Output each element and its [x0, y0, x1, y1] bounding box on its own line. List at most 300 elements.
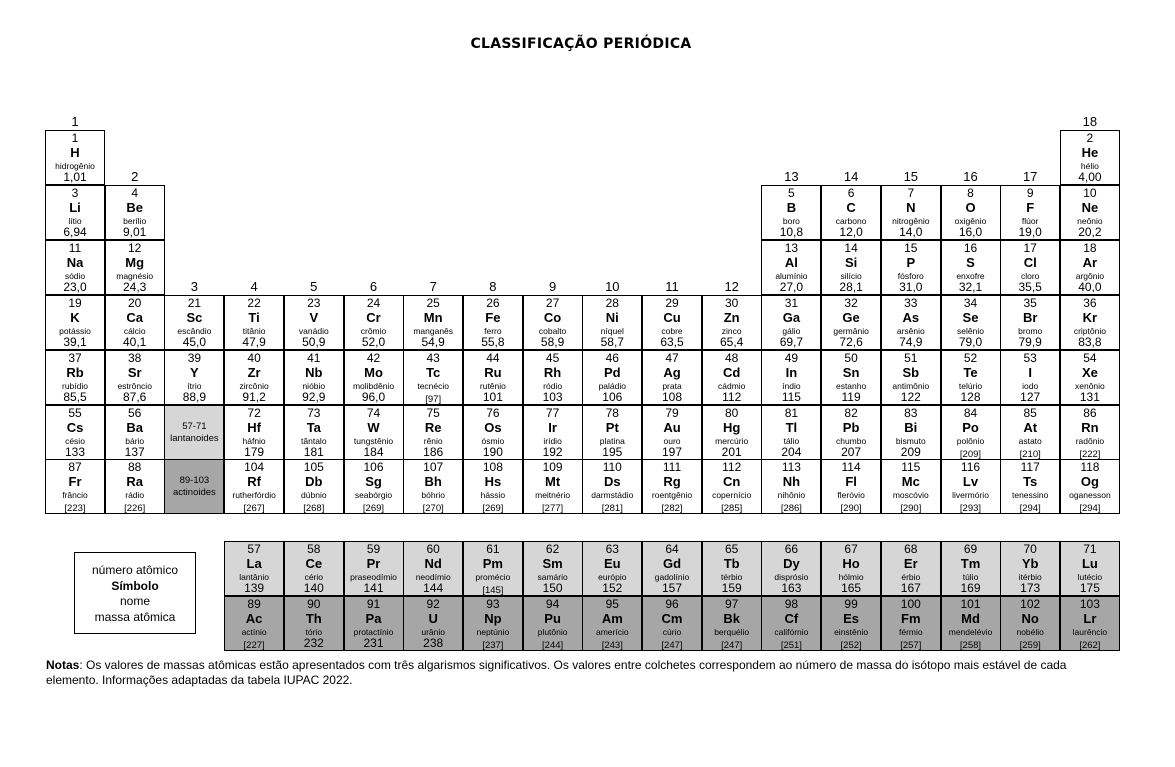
- element-k: [45, 295, 105, 350]
- atomic-number: 111: [662, 460, 682, 475]
- atomic-mass: 23,0: [63, 279, 87, 294]
- atomic-mass: 58,9: [540, 334, 565, 349]
- atomic-number: 7: [907, 185, 915, 200]
- element-ni: [582, 295, 642, 350]
- symbol: Ir: [548, 419, 557, 435]
- element-name: índio: [782, 380, 801, 391]
- symbol: Bh: [424, 474, 442, 490]
- atomic-mass: 65,4: [720, 334, 744, 349]
- atomic-number: 54: [1083, 350, 1097, 365]
- element-name: califórnio: [774, 626, 809, 637]
- atomic-mass: 55,8: [481, 334, 505, 349]
- atomic-mass: 72,6: [839, 334, 863, 349]
- element-cd: [702, 350, 762, 405]
- atomic-number: 49: [784, 350, 799, 365]
- atomic-number: 68: [904, 542, 918, 556]
- element-sc: [164, 295, 224, 350]
- atomic-number: 65: [725, 542, 739, 556]
- symbol: In: [785, 364, 798, 380]
- atomic-mass: 190: [482, 444, 503, 459]
- symbol: Cr: [366, 309, 381, 325]
- atomic-number: 84: [963, 405, 978, 420]
- element-name: molibdênio: [352, 380, 395, 391]
- element-ac: [224, 596, 284, 651]
- element-name: európio: [598, 572, 627, 582]
- symbol: Mc: [901, 474, 920, 490]
- group-label-14: 14: [843, 168, 859, 184]
- element-w: [344, 405, 404, 460]
- symbol: Sc: [186, 309, 203, 325]
- symbol: P: [906, 254, 916, 270]
- element-name: fósforo: [897, 270, 924, 281]
- group-label-17: 17: [1022, 168, 1038, 184]
- atomic-mass: 192: [542, 444, 563, 459]
- atomic-number: 72: [247, 405, 261, 420]
- group-label-13: 13: [784, 168, 799, 184]
- symbol: As: [902, 309, 920, 325]
- symbol: I: [1028, 364, 1032, 380]
- atomic-mass: 91,2: [242, 389, 266, 404]
- element-bh: [403, 459, 463, 514]
- element-nd: [403, 541, 463, 596]
- symbol: Ba: [126, 419, 143, 435]
- atomic-mass: [293]: [959, 503, 982, 515]
- atomic-number: 37: [68, 350, 82, 365]
- symbol: Pd: [603, 364, 621, 380]
- element-name: ródio: [543, 380, 563, 391]
- element-sb: [881, 350, 941, 405]
- element-name: criptônio: [1073, 325, 1106, 336]
- atomic-number: 40: [247, 350, 261, 365]
- atomic-mass: [286]: [780, 503, 802, 515]
- atomic-number: 85: [1023, 405, 1037, 420]
- placeholder-range: 89-103: [179, 475, 210, 487]
- element-hs: [463, 459, 523, 514]
- element-f: [1000, 185, 1060, 240]
- atomic-mass: 232: [303, 635, 324, 650]
- element-name: itérbio: [1018, 572, 1042, 582]
- element-name: meitnério: [535, 490, 571, 501]
- atomic-mass: [223]: [64, 503, 86, 515]
- symbol: Ca: [126, 309, 143, 325]
- symbol: Y: [190, 364, 199, 380]
- atomic-mass: 131: [1079, 389, 1100, 404]
- symbol: Os: [484, 419, 502, 435]
- symbol: Sg: [365, 474, 382, 490]
- element-name: manganês: [413, 325, 454, 336]
- atomic-number: 92: [426, 596, 440, 611]
- atomic-mass: 119: [841, 389, 861, 404]
- element-name: antimônio: [892, 380, 930, 391]
- element-name: césio: [65, 435, 85, 446]
- element-name: hólmio: [838, 572, 864, 582]
- element-name: livermório: [952, 490, 989, 501]
- element-name: polônio: [956, 435, 985, 446]
- atomic-mass: 159: [721, 581, 742, 595]
- atomic-number: 51: [904, 350, 918, 365]
- element-fl: [821, 459, 881, 514]
- element-name: carbono: [835, 215, 867, 226]
- element-cr: [344, 295, 404, 350]
- atomic-mass: 139: [244, 581, 265, 595]
- atomic-mass: 9,01: [123, 224, 147, 239]
- group-label-8: 8: [489, 278, 497, 294]
- symbol: Zr: [247, 364, 261, 380]
- symbol: Se: [962, 309, 979, 325]
- symbol: Tl: [785, 419, 798, 435]
- symbol: Ac: [245, 610, 263, 626]
- atomic-mass: 4,00: [1078, 170, 1102, 184]
- atomic-mass: 1,01: [63, 170, 87, 184]
- symbol: Na: [66, 254, 84, 270]
- atomic-mass: [258]: [959, 639, 982, 651]
- element-rf: [224, 459, 284, 514]
- atomic-mass: 27,0: [779, 279, 804, 294]
- symbol: Tm: [960, 556, 981, 571]
- atomic-mass: 209: [900, 444, 921, 459]
- atomic-number: 3: [71, 185, 79, 200]
- symbol: Pt: [605, 419, 619, 435]
- atomic-number: 90: [307, 596, 321, 611]
- element-os: [463, 405, 523, 460]
- atomic-number: 27: [545, 295, 560, 310]
- symbol: Xe: [1081, 364, 1098, 380]
- atomic-number: 79: [665, 405, 679, 420]
- element-mo: [344, 350, 404, 405]
- symbol: Pa: [365, 610, 382, 626]
- atomic-mass: [269]: [362, 503, 385, 515]
- atomic-number: 118: [1080, 460, 1100, 475]
- element-name: zircônio: [239, 380, 269, 391]
- element-name: rubídio: [62, 380, 88, 391]
- element-name: samário: [537, 572, 568, 582]
- symbol: Sr: [127, 364, 142, 380]
- element-pd: [582, 350, 642, 405]
- element-nb: [284, 350, 344, 405]
- element-name: tenessino: [1011, 490, 1049, 501]
- element-ca: [105, 295, 165, 350]
- element-pa: [344, 596, 404, 651]
- group-label-7: 7: [429, 278, 437, 294]
- element-name: vanádio: [298, 325, 329, 336]
- element-zr: [224, 350, 284, 405]
- atomic-mass: [227]: [243, 639, 265, 651]
- atomic-number: 8: [967, 185, 974, 200]
- atomic-number: 98: [784, 596, 799, 611]
- atomic-number: 99: [844, 596, 858, 611]
- atomic-number: 32: [844, 295, 858, 310]
- symbol: Bk: [723, 610, 740, 626]
- symbol: Ts: [1023, 474, 1038, 490]
- atomic-number: 44: [486, 350, 500, 365]
- atomic-mass: [259]: [1019, 639, 1041, 651]
- element-name: plutônio: [537, 626, 568, 637]
- atomic-number: 80: [725, 405, 739, 420]
- atomic-number: 75: [426, 405, 440, 420]
- atomic-number: 69: [963, 542, 978, 556]
- atomic-number: 93: [486, 596, 500, 611]
- element-name: disprósio: [774, 572, 809, 582]
- symbol: S: [966, 254, 975, 270]
- atomic-number: 19: [68, 295, 82, 310]
- element-name: níquel: [600, 325, 624, 336]
- element-name: bromo: [1018, 325, 1043, 336]
- atomic-number: 77: [545, 405, 560, 420]
- element-name: frâncio: [62, 490, 88, 501]
- atomic-number: 39: [187, 350, 202, 365]
- atomic-number: 41: [307, 350, 321, 365]
- symbol: Si: [844, 254, 858, 270]
- element-name: escândio: [177, 325, 212, 336]
- element-name: tecnécio: [417, 380, 450, 391]
- element-name: gadolínio: [654, 572, 690, 582]
- element-es: [821, 596, 881, 651]
- atomic-mass: [252]: [840, 639, 862, 651]
- atomic-number: 34: [963, 295, 978, 310]
- element-db: [284, 459, 344, 514]
- element-tl: [761, 405, 821, 460]
- element-name: rutênio: [479, 380, 506, 391]
- atomic-number: 101: [960, 596, 981, 611]
- element-name: tório: [305, 626, 323, 637]
- element-dy: [761, 541, 821, 596]
- element-name: zinco: [721, 325, 742, 336]
- element-name: prata: [662, 380, 682, 391]
- symbol: W: [367, 419, 380, 435]
- atomic-mass: [290]: [840, 503, 862, 515]
- atomic-mass: [209]: [959, 448, 982, 460]
- actinoids-placeholder: [164, 459, 224, 514]
- element-n: [881, 185, 941, 240]
- symbol: Og: [1080, 474, 1099, 490]
- atomic-mass: [269]: [482, 503, 504, 515]
- element-name: cobre: [661, 325, 683, 336]
- element-tc: [403, 350, 463, 405]
- symbol: Li: [69, 199, 81, 215]
- atomic-mass: 79,0: [958, 334, 983, 349]
- element-mn: [403, 295, 463, 350]
- element-br: [1000, 295, 1060, 350]
- symbol: Cd: [723, 364, 741, 380]
- element-name: rádio: [125, 490, 145, 501]
- element-name: roentgênio: [651, 490, 693, 501]
- atomic-mass: 128: [960, 389, 981, 404]
- element-name: ósmio: [481, 435, 505, 446]
- element-name: crômio: [360, 325, 387, 336]
- symbol: Hg: [723, 419, 741, 435]
- element-se: [941, 295, 1001, 350]
- atomic-mass: 92,9: [302, 389, 326, 404]
- atomic-mass: 179: [244, 444, 265, 459]
- atomic-number: 2: [1086, 131, 1094, 145]
- element-np: [463, 596, 523, 651]
- atomic-number: 33: [904, 295, 918, 310]
- element-si: [821, 240, 881, 295]
- symbol: C: [846, 199, 856, 215]
- element-sr: [105, 350, 165, 405]
- atomic-number: 31: [784, 295, 799, 310]
- atomic-number: 103: [1079, 596, 1100, 611]
- element-cn: [702, 459, 762, 514]
- atomic-mass: 16,0: [958, 224, 983, 239]
- atomic-number: 63: [605, 542, 619, 556]
- element-ne: [1060, 185, 1120, 240]
- element-md: [941, 596, 1001, 651]
- atomic-number: 23: [307, 295, 321, 310]
- atomic-mass: 63,5: [660, 334, 684, 349]
- atomic-mass: 47,9: [242, 334, 266, 349]
- atomic-mass: 133: [64, 444, 86, 459]
- atomic-number: 11: [68, 240, 82, 255]
- atomic-number: 53: [1023, 350, 1037, 365]
- atomic-mass: 175: [1079, 581, 1100, 595]
- group-label-12: 12: [724, 278, 739, 294]
- symbol: Gd: [662, 556, 682, 571]
- element-fe: [463, 295, 523, 350]
- symbol: Cm: [661, 610, 683, 626]
- atomic-mass: 167: [900, 581, 921, 595]
- element-name: estrôncio: [117, 380, 152, 391]
- atomic-number: 112: [722, 460, 742, 475]
- group-label-18: 18: [1082, 114, 1098, 129]
- element-name: praseodímio: [350, 572, 397, 582]
- element-name: tântalo: [301, 435, 327, 446]
- symbol: Ce: [305, 556, 323, 571]
- element-he: [1060, 130, 1120, 185]
- atomic-number: 105: [303, 460, 324, 475]
- element-ra: [105, 459, 165, 514]
- atomic-mass: 231: [363, 635, 384, 650]
- atomic-number: 26: [486, 295, 500, 310]
- atomic-number: 24: [366, 295, 381, 310]
- atomic-mass: 169: [960, 581, 981, 595]
- symbol: Yb: [1021, 556, 1039, 571]
- atomic-number: 87: [68, 460, 82, 475]
- element-name: astato: [1018, 435, 1042, 446]
- element-name: ferro: [484, 325, 502, 336]
- legend-atomic-number: número atômico: [91, 563, 179, 577]
- element-hg: [702, 405, 762, 460]
- atomic-mass: 173: [1020, 581, 1041, 595]
- symbol: Rb: [66, 364, 84, 380]
- atomic-mass: 40,0: [1078, 279, 1102, 294]
- symbol: B: [786, 199, 797, 215]
- element-li: [45, 185, 105, 240]
- element-name: radônio: [1075, 435, 1105, 446]
- element-i: [1000, 350, 1060, 405]
- atomic-number: 36: [1083, 295, 1097, 310]
- element-v: [284, 295, 344, 350]
- element-ru: [463, 350, 523, 405]
- symbol: Be: [126, 199, 143, 215]
- atomic-mass: 238: [423, 635, 444, 650]
- atomic-number: 104: [244, 460, 265, 475]
- symbol: Rf: [247, 474, 261, 490]
- element-name: tálio: [783, 435, 800, 446]
- atomic-number: 15: [904, 240, 918, 255]
- element-au: [642, 405, 702, 460]
- element-th: [284, 596, 344, 651]
- element-name: neodímio: [415, 572, 451, 582]
- group-label-15: 15: [903, 168, 919, 184]
- atomic-mass: 50,9: [302, 334, 326, 349]
- atomic-mass: 83,8: [1078, 334, 1102, 349]
- symbol: Cf: [784, 610, 799, 626]
- element-name: lantânio: [239, 572, 269, 582]
- element-ce: [284, 541, 344, 596]
- element-name: oxigênio: [954, 215, 987, 226]
- element-cl: [1000, 240, 1060, 295]
- element-name: berílio: [123, 215, 147, 226]
- symbol: Al: [784, 254, 798, 270]
- atomic-mass: 74,9: [899, 334, 923, 349]
- symbol: Mo: [364, 364, 383, 380]
- element-pu: [523, 596, 583, 651]
- atomic-mass: 40,1: [123, 334, 147, 349]
- element-name: oganesson: [1069, 490, 1111, 501]
- atomic-number: 70: [1023, 542, 1037, 556]
- element-name: lítio: [68, 215, 82, 226]
- element-name: cádmio: [717, 380, 746, 391]
- legend-atomic-mass: massa atômica: [94, 609, 176, 624]
- element-name: nitrogênio: [892, 215, 930, 226]
- group-label-5: 5: [310, 278, 318, 294]
- atomic-mass: [145]: [482, 585, 504, 596]
- atomic-mass: [257]: [900, 639, 922, 651]
- symbol: Th: [305, 610, 322, 626]
- element-lr: [1060, 596, 1120, 651]
- atomic-number: 16: [963, 240, 978, 255]
- legend-symbol: Símbolo: [111, 578, 159, 593]
- element-ds: [582, 459, 642, 514]
- element-name: titânio: [242, 325, 266, 336]
- element-name: selênio: [957, 325, 984, 336]
- atomic-mass: 31,0: [899, 279, 923, 294]
- element-be: [105, 185, 165, 240]
- element-in: [761, 350, 821, 405]
- atomic-number: 114: [841, 460, 861, 475]
- element-cu: [642, 295, 702, 350]
- element-name: bário: [125, 435, 145, 446]
- symbol: Rn: [1081, 419, 1099, 435]
- placeholder-range: 57-71: [182, 420, 207, 432]
- atomic-number: 83: [904, 405, 918, 420]
- atomic-mass: [244]: [542, 639, 564, 651]
- atomic-number: 91: [366, 596, 381, 611]
- atomic-mass: 52,0: [361, 334, 386, 349]
- element-ga: [761, 295, 821, 350]
- atomic-number: 47: [665, 350, 679, 365]
- symbol: Mn: [423, 309, 443, 325]
- element-name: moscóvio: [892, 490, 929, 501]
- notes-text: : Os valores de massas atômicas estão apresentados com três algarismos significativos. Os valores entre colchetes correspondem ao número de massa do isótopo mais estável de cada elemento. Informações adaptadas da tabela IUPAC 2022.: [46, 658, 1067, 687]
- group-label-1: 1: [71, 114, 79, 129]
- symbol: Cu: [663, 309, 681, 325]
- symbol: Cs: [66, 419, 84, 435]
- element-name: xenônio: [1075, 380, 1105, 391]
- symbol: Er: [903, 556, 918, 571]
- atomic-mass: [281]: [601, 503, 623, 515]
- element-name: cálcio: [123, 325, 146, 336]
- element-pm: [463, 541, 523, 596]
- element-ta: [284, 405, 344, 460]
- element-name: platina: [599, 435, 625, 446]
- element-name: mercúrio: [715, 435, 749, 446]
- element-name: estanho: [835, 380, 867, 391]
- atomic-mass: 157: [661, 581, 683, 595]
- element-name: bismuto: [895, 435, 926, 446]
- atomic-number: 71: [1083, 542, 1097, 556]
